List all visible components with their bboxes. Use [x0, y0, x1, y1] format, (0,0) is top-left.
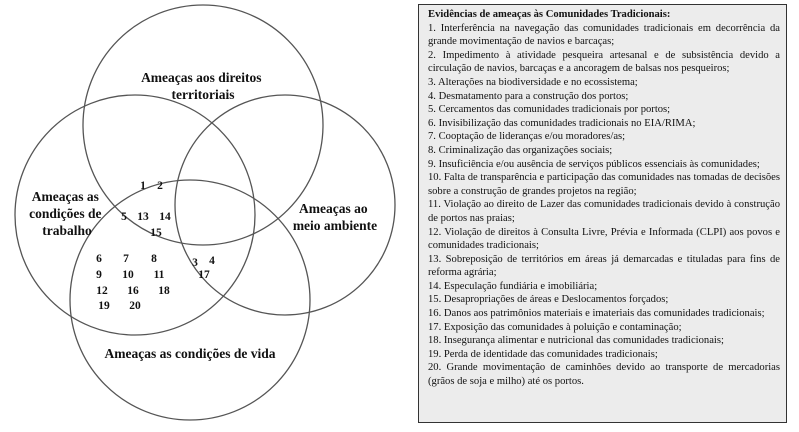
legend-list	[428, 22, 780, 389]
evidence-number: 17	[198, 269, 210, 281]
evidence-legend	[418, 4, 787, 423]
evidence-number: 3	[192, 257, 198, 269]
evidence-number: 13	[137, 211, 149, 223]
label-territoriais: Ameaças aos direitos territoriais	[141, 70, 262, 102]
evidence-number: 2	[157, 180, 163, 192]
legend-item: 7. Cooptação de lideranças e/ou moradores/as;	[428, 131, 626, 143]
legend-item: 2. Impedimento à atividade pesqueira artesanal e de subsistência devido a circulação de navios, barcaças e a ancoragem de balsas nos pesqueiros;	[428, 49, 780, 75]
label-ambiente: Ameaças ao meio ambiente	[292, 201, 378, 233]
legend-item: 6. Invisibilização das comunidades tradicionais no EIA/RIMA;	[428, 117, 696, 129]
evidence-number: 16	[127, 285, 139, 297]
legend-item: 13. Sobreposição de territórios em áreas já demarcadas e tituladas para fins de reforma agrária;	[428, 253, 780, 279]
evidence-number: 8	[151, 253, 157, 265]
evidence-number: 14	[159, 211, 171, 223]
legend-item: 5. Cercamentos das comunidades tradicionais por portos;	[428, 104, 671, 116]
evidence-number: 19	[98, 300, 110, 312]
evidence-number: 9	[96, 269, 102, 281]
evidence-number: 18	[158, 285, 170, 297]
legend-item: 18. Insegurança alimentar e nutricional das comunidades tradicionais;	[428, 335, 724, 347]
evidence-number: 1	[140, 180, 146, 192]
evidence-number: 4	[209, 255, 215, 267]
evidence-number: 20	[129, 300, 141, 312]
evidence-number: 5	[121, 211, 127, 223]
legend-item: 12. Violação de direitos à Consulta Livre, Prévia e Informada (CLPI) aos povos e comunidades tradicionais;	[428, 226, 780, 252]
legend-item: 1. Interferência na navegação das comunidades tradicionais em decorrência da grande movimentação de navios e barcaças;	[428, 22, 780, 48]
legend-item: 11. Violação ao direito de Lazer das comunidades tradicionais devido à construção de portos nas praias;	[428, 199, 780, 224]
region-trabalho-vida	[96, 253, 170, 312]
evidence-number: 7	[123, 253, 129, 265]
legend-title: Evidências de ameaças às Comunidades Tradicionais:	[428, 9, 671, 20]
legend-item: 14. Especulação fundiária e imobiliária;	[428, 280, 598, 292]
evidence-number: 10	[122, 269, 134, 281]
legend-item: 3. Alterações na biodiversidade e no ecossistema;	[428, 76, 638, 88]
region-vida-ambiente	[192, 255, 215, 281]
legend-item: 16. Danos aos patrimônios materiais e imateriais das comunidades tradicionais;	[428, 308, 765, 320]
legend-item: 9. Insuficiência e/ou ausência de serviços públicos essenciais às comunidades;	[428, 158, 760, 170]
legend-item: 4. Desmatamento para a construção dos portos;	[428, 90, 629, 102]
label-vida: Ameaças as condições de vida	[104, 346, 276, 361]
evidence-number: 6	[96, 253, 102, 265]
legend-item: 10. Falta de transparência e participação das comunidades nas tomadas de decisões sobre a construção de grandes projetos na região;	[428, 172, 780, 197]
legend-item: 15. Desapropriações de áreas e Deslocamentos forçados;	[428, 294, 669, 306]
evidence-number: 11	[153, 269, 165, 281]
circle-territoriais	[83, 5, 323, 245]
evidence-number: 12	[96, 285, 108, 297]
legend-item: 20. Grande movimentação de caminhões devido ao transporte de mercadorias (grãos de soja e milho) até os portos.	[428, 362, 780, 388]
legend-item: 8. Criminalização das organizações sociais;	[428, 144, 613, 156]
legend-item: 17. Exposição das comunidades à poluição e contaminação;	[428, 321, 682, 333]
label-trabalho: Ameaças as condições de trabalho	[29, 189, 102, 238]
evidence-number: 15	[150, 227, 162, 239]
legend-item: 19. Perda de identidade das comunidades tradicionais;	[428, 348, 658, 360]
